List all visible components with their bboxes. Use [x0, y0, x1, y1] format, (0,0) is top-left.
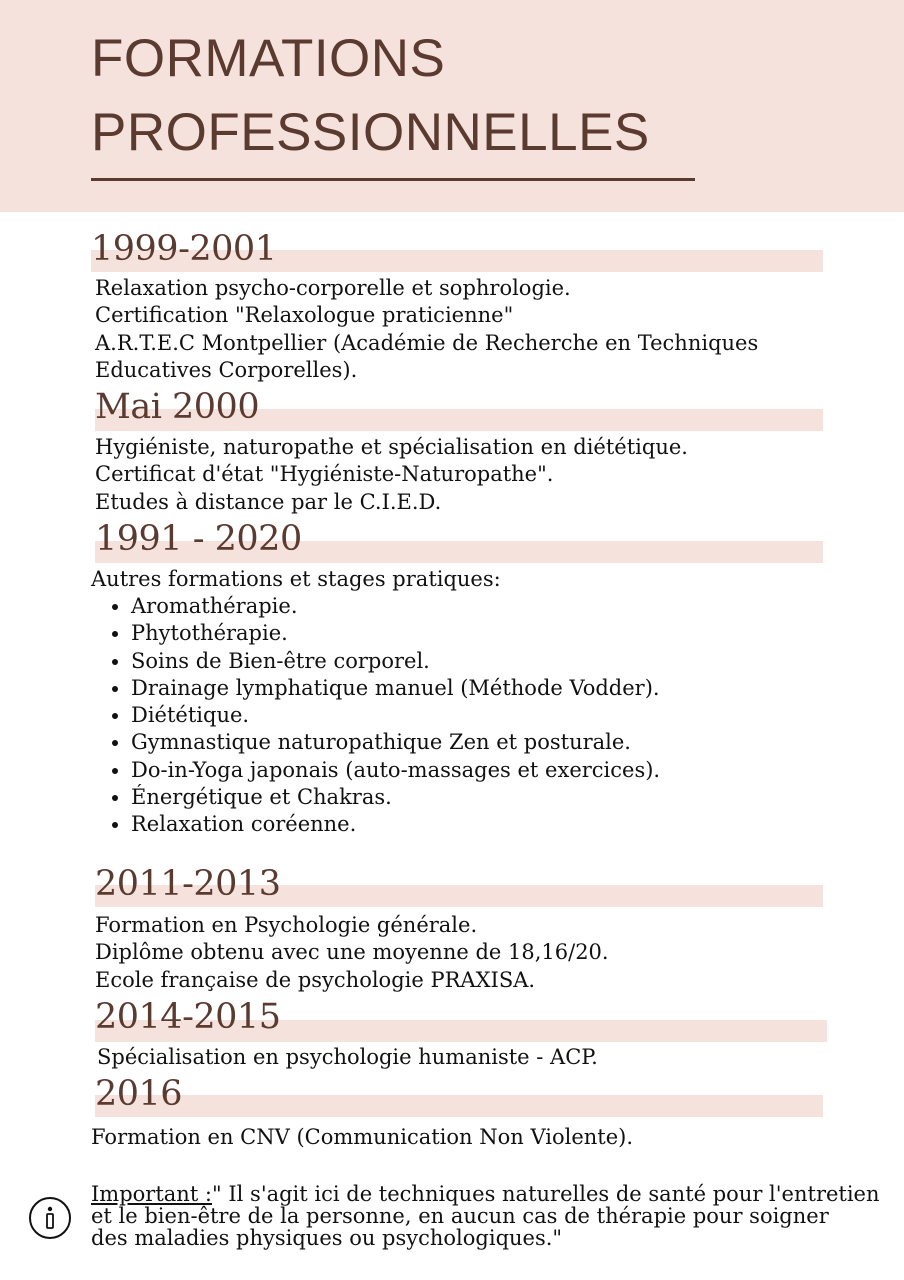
note-text-line-1: " Il s'agit ici de techniques naturelles de santé pour l'entretien — [212, 1182, 880, 1206]
detail-line: Formation en CNV (Communication Non Violente). — [91, 1125, 634, 1149]
title-line-2: PROFESSIONNELLES — [91, 103, 650, 162]
detail-line: Etudes à distance par le C.I.E.D. — [95, 489, 442, 514]
important-note — [91, 1182, 880, 1250]
list-item: • Phytothérapie. — [131, 620, 660, 647]
section-details — [95, 912, 609, 994]
detail-line: Hygiéniste, naturopathe et spécialisation en diététique. — [95, 435, 688, 459]
list-item: • Do-in-Yoga japonais (auto-massages et exercices). — [131, 757, 660, 784]
section-details — [95, 434, 688, 516]
section-year: Mai 2000 — [95, 387, 260, 427]
list-item: • Drainage lymphatique manuel (Méthode Vodder). — [131, 675, 660, 702]
section-year: 1991 - 2020 — [95, 519, 302, 559]
detail-line: Relaxation psycho-corporelle et sophrologie. — [95, 276, 571, 300]
note-text-line-3: des maladies physiques ou psychologiques." — [91, 1226, 563, 1250]
detail-line: A.R.T.E.C Montpellier (Académie de Recherche en Techniques — [95, 330, 759, 355]
title-underline — [91, 178, 695, 181]
detail-line: Certificat d'état "Hygiéniste-Naturopathe". — [95, 462, 554, 487]
detail-line: Certification "Relaxologue praticienne" — [95, 303, 514, 328]
section-intro — [91, 566, 501, 593]
list-item: • Diététique. — [131, 702, 660, 729]
list-item: • Gymnastique naturopathique Zen et posturale. — [131, 729, 660, 756]
list-item: • Énergétique et Chakras. — [131, 784, 660, 811]
header-banner — [0, 0, 904, 212]
list-item: • Soins de Bien-être corporel. — [131, 648, 660, 675]
list-item: • Aromathérapie. — [131, 593, 660, 620]
section-details — [97, 1044, 598, 1071]
section-details — [95, 275, 758, 384]
page-title — [91, 22, 650, 170]
detail-line: Spécialisation en psychologie humaniste - ACP. — [97, 1045, 598, 1069]
training-list — [91, 593, 660, 839]
note-text-line-2: et le bien-être de la personne, en aucun cas de thérapie pour soigner — [91, 1204, 829, 1228]
intro-line: Autres formations et stages pratiques: — [91, 567, 501, 591]
year-highlight-band — [95, 1095, 823, 1117]
detail-line: Ecole française de psychologie PRAXISA. — [95, 967, 536, 992]
section-year: 1999-2001 — [91, 229, 277, 269]
detail-line: Diplôme obtenu avec une moyenne de 18,16/20. — [95, 940, 609, 965]
note-label: Important : — [91, 1182, 213, 1206]
info-icon — [28, 1196, 72, 1240]
section-year: 2014-2015 — [95, 997, 281, 1037]
detail-line: Formation en Psychologie générale. — [95, 913, 478, 937]
section-year: 2011-2013 — [95, 864, 281, 904]
detail-line: Educatives Corporelles). — [95, 357, 358, 382]
section-details — [91, 1124, 633, 1151]
title-line-1: FORMATIONS — [91, 29, 446, 88]
list-item: • Relaxation coréenne. — [131, 811, 660, 838]
section-year: 2016 — [95, 1074, 183, 1114]
